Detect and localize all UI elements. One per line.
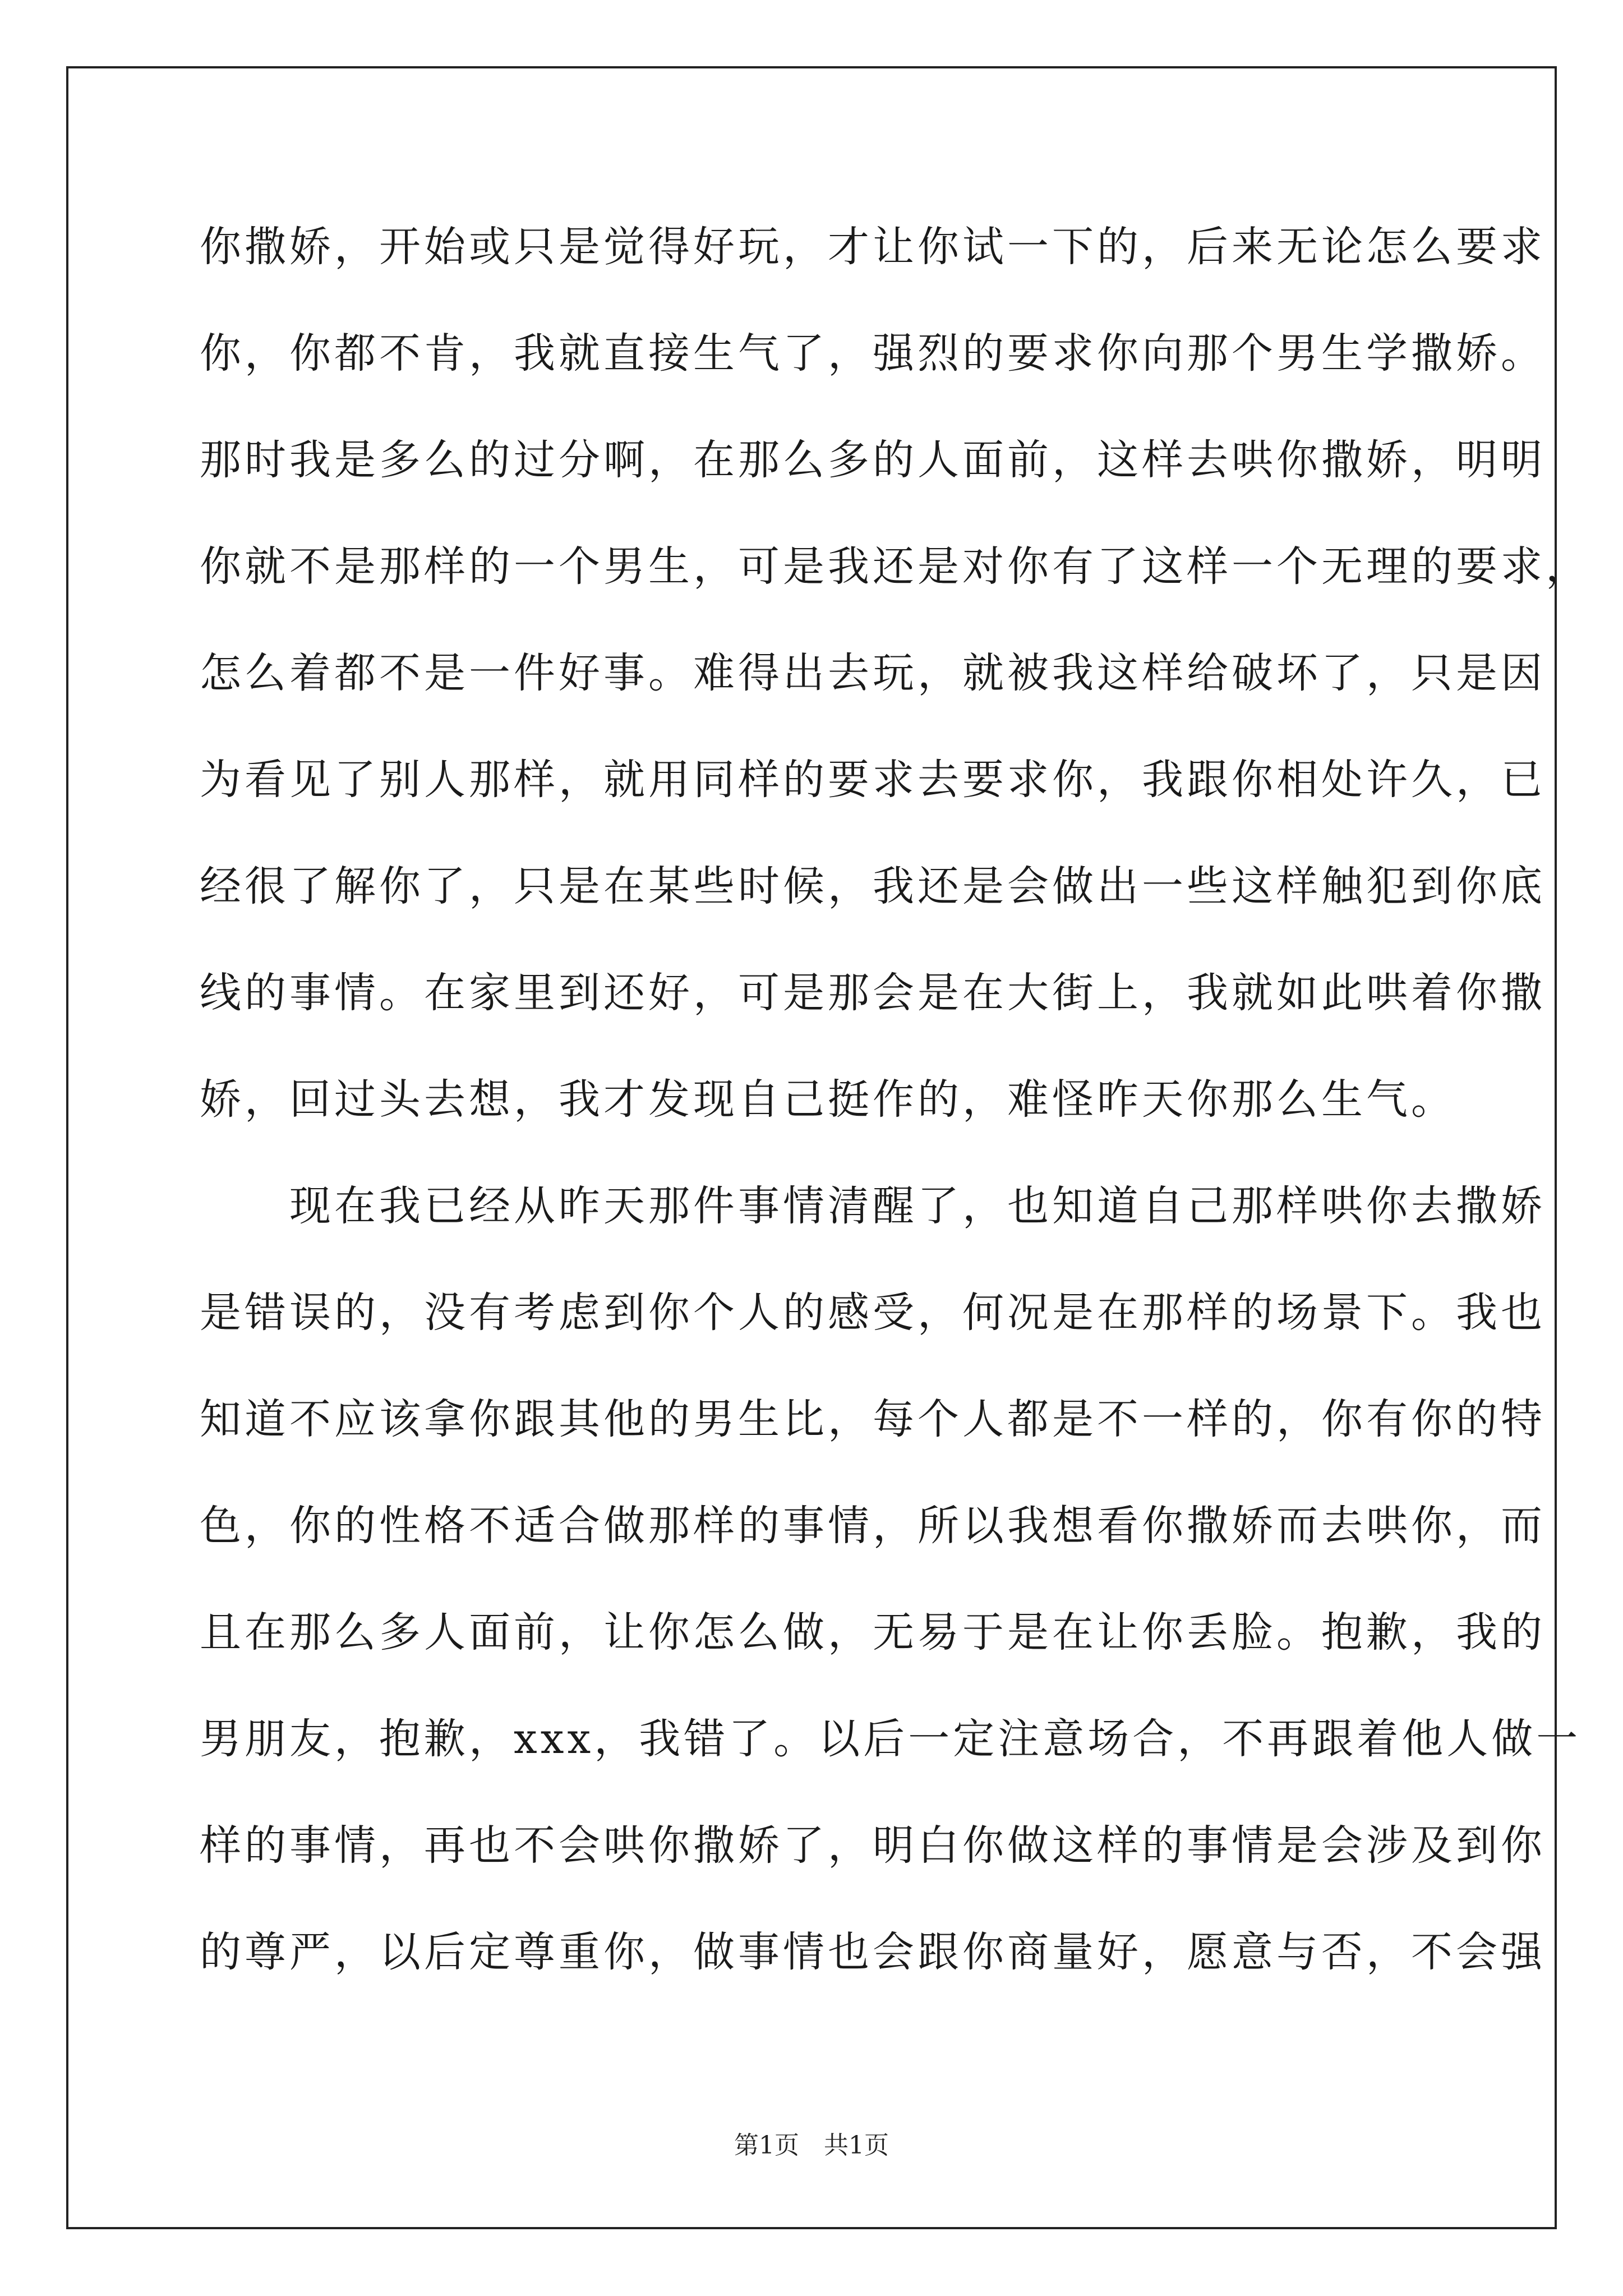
text-line: 线的事情。在家里到还好，可是那会是在大街上，我就如此哄着你撒 [200,969,1546,1017]
text-line: 色，你的性格不适合做那样的事情，所以我想看你撒娇而去哄你，而 [200,1502,1546,1550]
text-line: 知道不应该拿你跟其他的男生比，每个人都是不一样的，你有你的特 [200,1395,1546,1443]
text-line: 的尊严，以后定尊重你，做事情也会跟你商量好，愿意与否，不会强 [200,1928,1546,1976]
page-number-footer: 第1页 共1页 [734,2131,889,2160]
page-border [66,66,1590,2229]
text-line: 为看见了别人那样，就用同样的要求去要求你，我跟你相处许久，已 [200,756,1546,804]
text-line: 你就不是那样的一个男生，可是我还是对你有了这样一个无理的要求， [200,542,1590,591]
text-line: 那时我是多么的过分啊，在那么多的人面前，这样去哄你撒娇，明明 [200,436,1546,484]
text-line: 怎么着都不是一件好事。难得出去玩，就被我这样给破坏了，只是因 [200,649,1546,697]
text-line: 你撒娇，开始或只是觉得好玩，才让你试一下的，后来无论怎么要求 [200,223,1546,271]
text-line: 是错误的，没有考虑到你个人的感受，何况是在那样的场景下。我也 [200,1289,1546,1337]
text-line: 你，你都不肯，我就直接生气了，强烈的要求你向那个男生学撒娇。 [200,329,1546,378]
text-line: 经很了解你了，只是在某些时候，我还是会做出一些这样触犯到你底 [200,862,1546,910]
text-line: 样的事情，再也不会哄你撒娇了，明白你做这样的事情是会涉及到你 [200,1821,1546,1870]
text-line: 娇，回过头去想，我才发现自己挺作的，难怪昨天你那么生气。 [200,1075,1456,1124]
paragraph-start-line: 现在我已经从昨天那件事情清醒了，也知道自己那样哄你去撒娇 [200,1182,1546,1230]
text-line: 男朋友，抱歉，xxx，我错了。以后一定注意场合，不再跟着他人做一 [200,1715,1581,1763]
text-line: 且在那么多人面前，让你怎么做，无易于是在让你丢脸。抱歉，我的 [200,1608,1546,1657]
